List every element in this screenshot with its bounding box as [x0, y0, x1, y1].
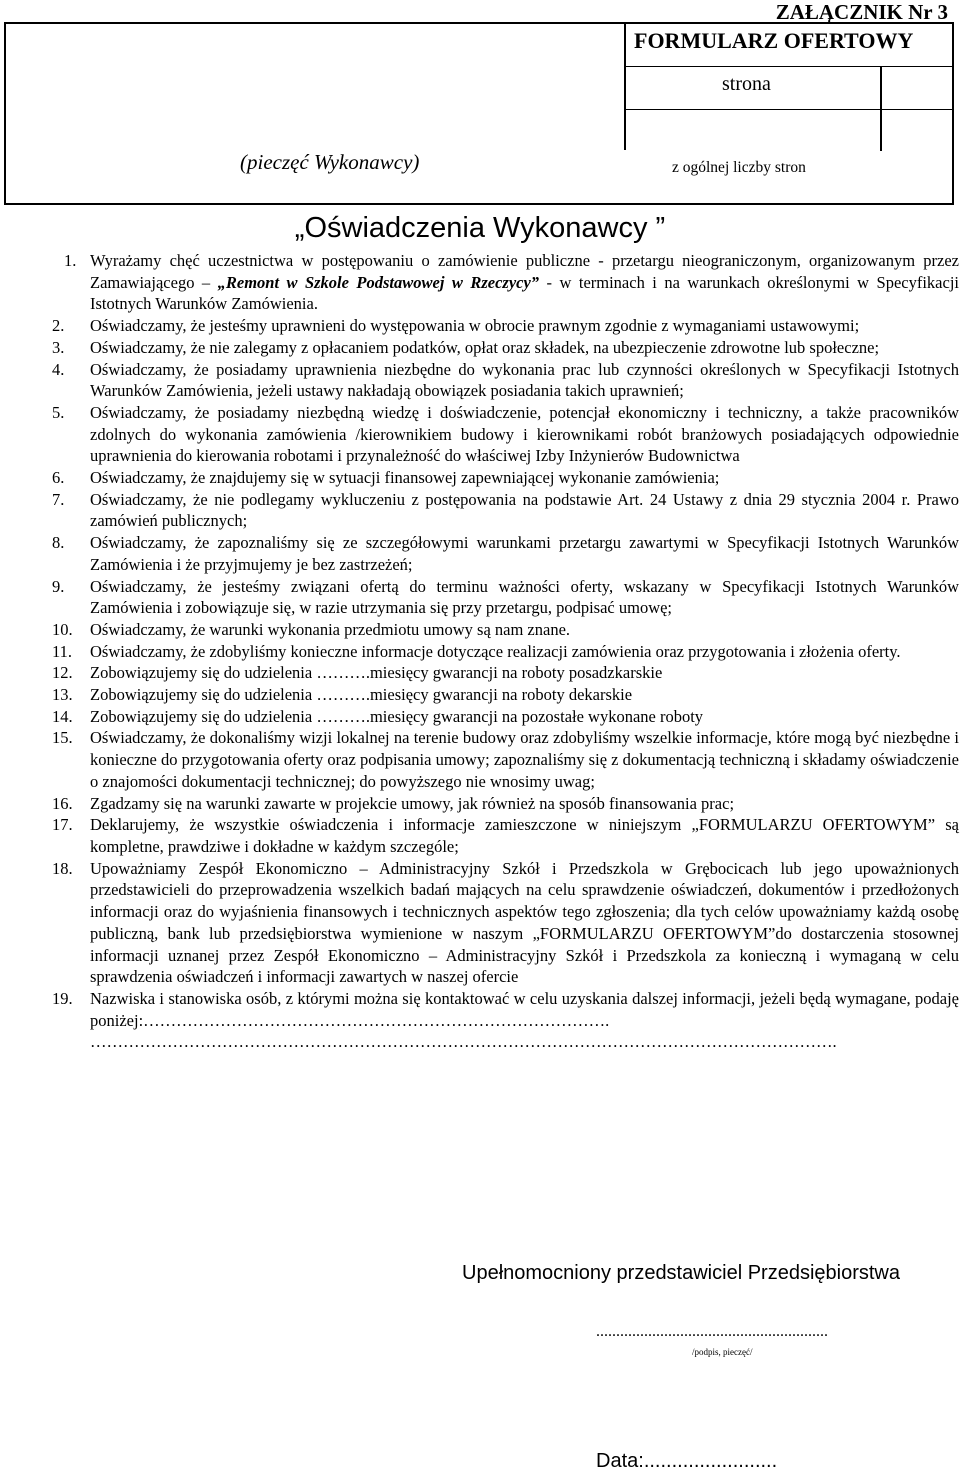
- list-item: [52, 467, 959, 489]
- page-row: [626, 67, 952, 110]
- item-number: 16.: [52, 793, 73, 813]
- item-text: Upoważniamy Zespół Ekonomiczno – Administracyjny Szkół i Przedszkola w Grębocicach lub jego upoważnionych przedstawicieli do przeprowadzenia wszelkich badań mających na celu sprawdzenie oświadczeń, dokumentów i przedłożonych informacji oraz do wyjaśnienia finansowych i technicznych aspektów tego zgłoszenia; dla tych celów upoważniamy każdą osobę publiczną, bank lub przedsiębiorstwa wymienione w naszym „FORMULARZU OFERTOWYM”do dostarczenia stosownej informacji uznanej przez Zespół Ekonomiczno – Administracyjny Szkół i Przedszkola za konieczną i wymaganą w celu sprawdzenia oświadczeń i informacji zawartych w naszej ofercie: [90, 858, 959, 987]
- list-item: [52, 684, 959, 706]
- list-item: [52, 315, 959, 337]
- contact-dots-line: [52, 1031, 959, 1053]
- date-row: [596, 1450, 777, 1473]
- item-text-part: Wyrażamy chęć uczestnictwa w postępowaniu o zamówienie publiczne - przetargu nieograniczonym, organizowanym przez Zamawiającego: [90, 251, 959, 292]
- item-text: Oświadczamy, że posiadamy niezbędną wiedzę i doświadczenie, potencjał ekonomiczny i techniczny, a także pracowników zdolnych do wykonania zamówienia /kierownikiem budowy i kierownikami robót branżowych posiadających odpowiednie uprawnienia do kierowania robotami i przynależność do właściwej Izby Inżynierów Budownictwa: [90, 402, 959, 466]
- item-dash: –: [201, 272, 211, 292]
- item-number: 7.: [52, 489, 65, 509]
- item-number: 19.: [52, 988, 73, 1008]
- list-item: [52, 641, 959, 663]
- statements-list: [52, 250, 959, 1053]
- item-text: Oświadczamy, że jesteśmy uprawnieni do występowania w obrocie prawnym zgodnie z wymaganiami ustawowymi;: [90, 316, 860, 336]
- list-item: [52, 988, 959, 1031]
- form-title: FORMULARZ OFERTOWY: [634, 28, 914, 53]
- signature-note: /podpis, pieczęć/: [692, 1347, 753, 1357]
- list-item: [52, 359, 959, 402]
- list-item: [52, 727, 959, 792]
- item-number: 10.: [52, 619, 73, 639]
- list-item: [52, 706, 959, 728]
- list-item: [52, 576, 959, 619]
- item-number: 14.: [52, 706, 73, 726]
- list-item: [52, 337, 959, 359]
- item-text: Zobowiązujemy się do udzielenia ……….miesięcy gwarancji na roboty dekarskie: [90, 685, 633, 705]
- item-number: 9.: [52, 576, 65, 596]
- item-text: Zobowiązujemy się do udzielenia ……….miesięcy gwarancji na pozostałe wykonane roboty: [90, 706, 704, 726]
- item-text: Nazwiska i stanowiska osób, z którymi można się kontaktować w celu uzyskania dalszej informacji, jeżeli będą wymagane, podaję poniżej:………………………………………………………………………….: [90, 988, 959, 1030]
- item-text: Oświadczamy, że dokonaliśmy wizji lokalnej na terenie budowy oraz zdobyliśmy wszelkie informacje, które mogą być niezbędne i konieczne do przygotowania oferty oraz podpisania umowy; zapoznaliśmy się z dokumentacją techniczną i składamy oświadczenie o znajomości dokumentacji technicznej; do powyższego nie wnosimy uwag;: [90, 728, 959, 791]
- total-pages-label: z ogólnej liczby stron: [672, 159, 806, 176]
- item-text: Oświadczamy, że posiadamy uprawnienia niezbędne do wykonania prac lub czynności określonych w Specyfikacji Istotnych Warunków Zamówienia, jeżeli ustawy nakładają obowiązek posiadania takich uprawnień;: [90, 359, 959, 401]
- signature-title: Upełnomocniony przedstawiciel Przedsiębiorstwa: [462, 1262, 900, 1284]
- list-item: [52, 662, 959, 684]
- item-number: 3.: [52, 337, 65, 357]
- item-text: Oświadczamy, że nie zalegamy z opłacaniem podatków, opłat oraz składek, na ubezpieczenie zdrowotne lub społeczne;: [90, 337, 880, 357]
- item-text: Oświadczamy, że zdobyliśmy konieczne informacje dotyczące realizacji zamówienia oraz przygotowania i złożenia oferty.: [90, 641, 901, 661]
- contractor-stamp-label: (pieczęć Wykonawcy): [240, 150, 420, 174]
- item-number: 5.: [52, 402, 65, 422]
- item-number: 8.: [52, 533, 65, 553]
- page-cell-separator: [880, 67, 882, 151]
- item-text: Oświadczamy, że zapoznaliśmy się ze szczegółowymi warunkami przetargu zawartymi w Specyfikacji Istotnych Warunków Zamówienia i że przyjmujemy je bez zastrzeżeń;: [90, 533, 959, 574]
- list-item: [52, 532, 959, 575]
- item-text: Oświadczamy, że nie podlegamy wykluczeniu z postępowania na podstawie Art. 24 Ustawy z dnia 29 stycznia 2004 r. Prawo zamówień publicznych;: [90, 489, 959, 531]
- annex-label: ZAŁĄCZNIK Nr 3: [775, 0, 948, 24]
- list-item: [52, 250, 959, 315]
- item-number: 15.: [52, 728, 73, 748]
- list-item: [52, 619, 959, 641]
- item-number: 12.: [52, 663, 73, 683]
- item-text: Zobowiązujemy się do udzielenia ……….miesięcy gwarancji na roboty posadzkarskie: [90, 663, 663, 683]
- page-count-cell: [626, 66, 952, 176]
- item-number: 11.: [52, 641, 73, 661]
- item-number: 1.: [64, 251, 77, 270]
- item-text: Deklarujemy, że wszystkie oświadczenia i informacje zamieszczone w niniejszym „FORMULARZU OFERTOWYM” są kompletne, prawdziwe i dokładne w każdym szczególe;: [90, 815, 959, 856]
- item-number: 13.: [52, 685, 73, 705]
- date-line: ........................: [643, 1450, 778, 1472]
- list-item: [52, 793, 959, 815]
- list-item: [52, 402, 959, 467]
- signature-line: ..........................................................: [596, 1323, 828, 1340]
- dots-line: ……………………………………………………………………………………………………………………….: [90, 1032, 837, 1052]
- item-number: 2.: [52, 316, 65, 336]
- item-text: Zgadzamy się na warunki zawarte w projekcie umowy, jak również na sposób finansowania prac;: [90, 793, 735, 813]
- item-text: [90, 250, 959, 315]
- list-item: [52, 814, 959, 857]
- item-number: 6.: [52, 468, 65, 488]
- list-item: [52, 858, 959, 988]
- list-item: [52, 489, 959, 532]
- item-text-part: - w terminach i na warunkach określonymi w Specyfikacji Istotnych Warunków Zamówienia.: [90, 272, 959, 314]
- item-number: 18.: [52, 858, 73, 878]
- document-title: „Oświadczenia Wykonawcy ”: [294, 212, 666, 244]
- total-pages-row: [626, 109, 952, 176]
- project-name: „Remont w Szkole Podstawowej w Rzeczycy”: [210, 272, 547, 292]
- item-number: 4.: [52, 359, 65, 379]
- item-text: Oświadczamy, że jesteśmy związani ofertą do terminu ważności oferty, wskazany w Specyfikacji Istotnych Warunków Zamówienia i zobowiązuje się, w razie utrzymania się przy przetargu, podpisać umowę;: [90, 576, 959, 618]
- item-text: Oświadczamy, że warunki wykonania przedmiotu umowy są nam znane.: [90, 619, 571, 639]
- item-number: 17.: [52, 815, 73, 835]
- date-label: Data:: [596, 1450, 644, 1472]
- item-text: Oświadczamy, że znajdujemy się w sytuacji finansowej zapewniającej wykonanie zamówienia;: [90, 468, 720, 488]
- page-label: strona: [722, 73, 771, 95]
